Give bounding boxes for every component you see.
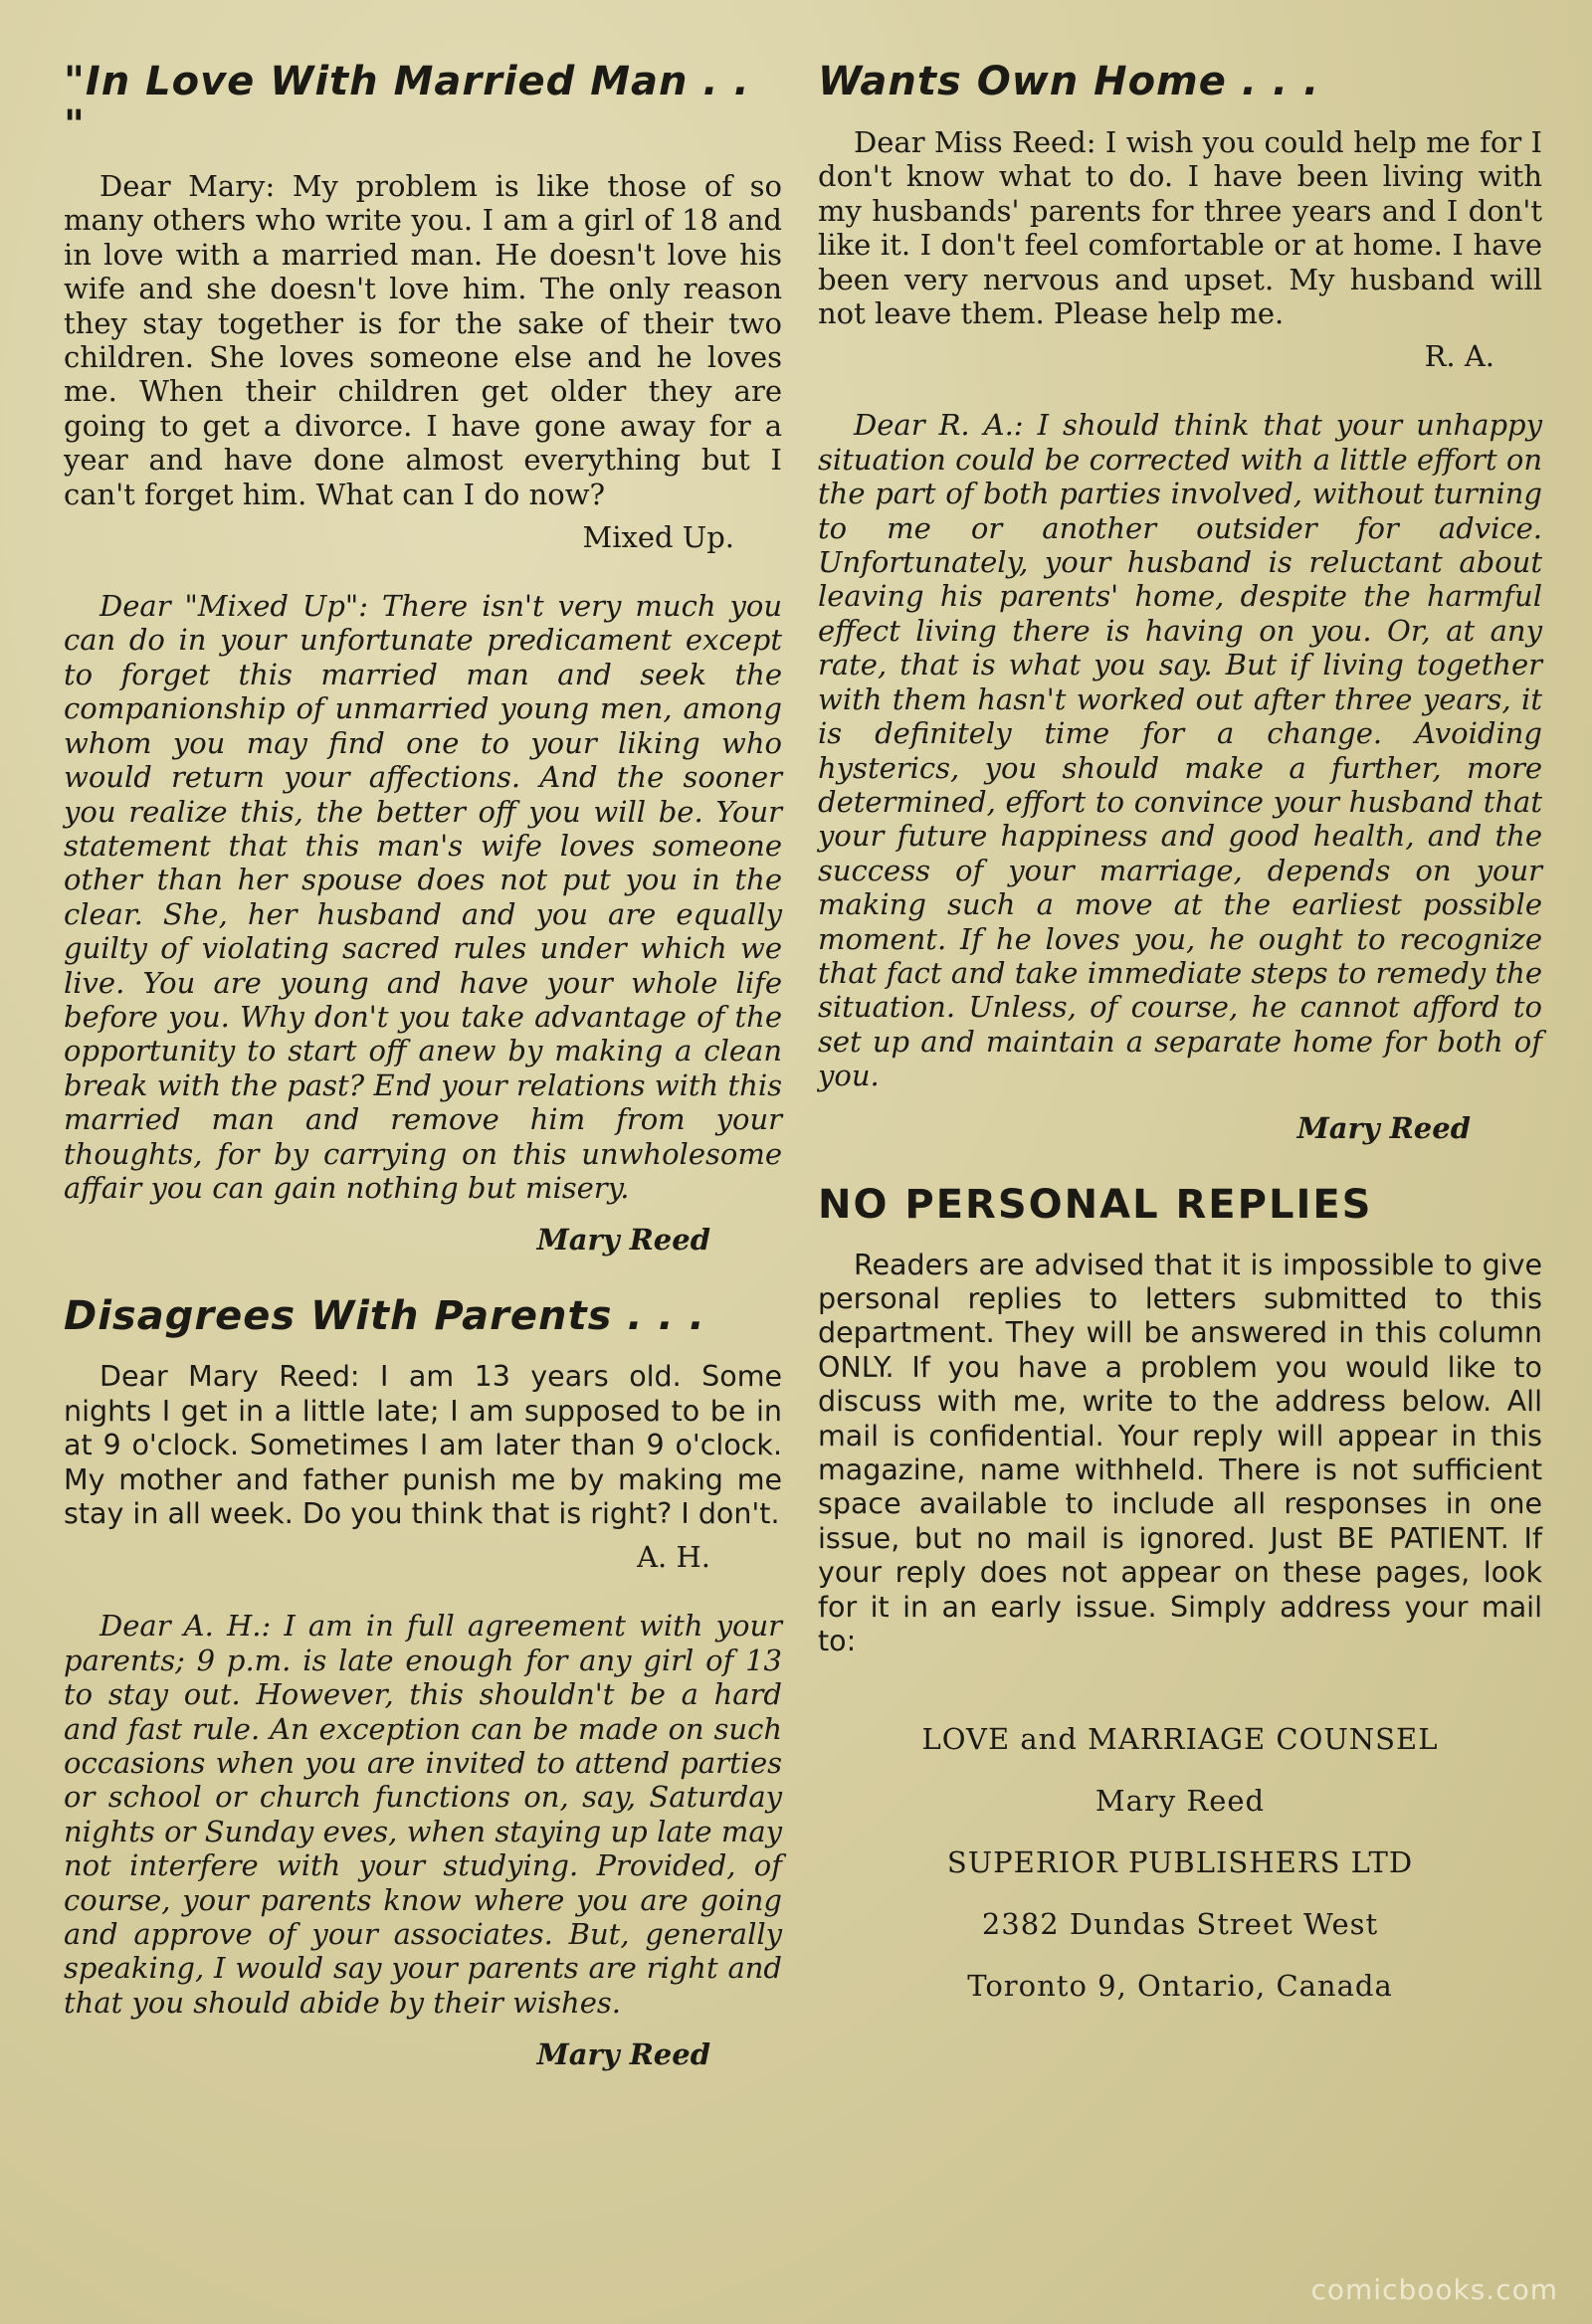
reply-signature: Mary Reed [536,1223,710,1258]
address-line-street: 2382 Dundas Street West [981,1907,1379,1942]
reader-signature: Mixed Up. [582,520,734,555]
notice-headline: NO PERSONAL REPLIES [818,1181,1373,1228]
advice-reply: Dear A. H.: I am in full agreement with your parents; 9 p.m. is late enough for any girl of 13 to stay out. However, this shouldn't be a hard and fast rule. An exception can be made on such occasions when you are invited to attend parties or school or church functions on, say, Saturday nights or Sunday eves, when staying up late may not interfere with your studying. Provided, of course, your parents know where you are going and approve of your associates. But, generally speaking, I would say your parents are right and that you should abide by their wishes. [64,1609,782,2020]
notice-body: Readers are advised that it is impossible to give personal replies to letters submitted to this department. They will be answered in this column ONLY. If you have a problem you would like to discuss with me, write to the address below. All mail is confidential. Your reply will appear in this magazine, name withheld. There is not sufficient space available to include all responses in one issue, but no mail is ignored. Just BE PATIENT. If your reply does not appear on these pages, look for it in an early issue. Simply address your mail to: [818,1248,1542,1658]
reader-letter: Dear Miss Reed: I wish you could help me for I don't know what to do. I have been living with my husbands' parents for three years and I don't like it. I don't feel comfortable or at home. I have been very nervous and upset. My husband will not leave them. Please help me. [818,125,1542,331]
right-column [818,60,1542,2017]
section-headline: Disagrees With Parents . . . [64,1293,705,1340]
column-section-married-man [64,60,782,1257]
reader-letter: Dear Mary Reed: I am 13 years old. Some nights I get in a little late; I am supposed to be in at 9 o'clock. Sometimes I am later than 9 o'clock. My mother and father punish me by making me stay in all week. Do you think that is right? I don't. [64,1360,782,1530]
reply-signature: Mary Reed [1296,1110,1471,1145]
reader-signature: A. H. [637,1540,710,1575]
advice-reply: Dear "Mixed Up": There isn't very much you can do in your unfortunate predicament except to forget this married man and seek the companionship of unmarried young men, among whom you may find one to your liking who would return your affections. And the sooner you realize this, the better off you will be. Your statement that this man's wife loves someone other than her spouse does not put you in the clear. She, her husband and you are equally guilty of violating sacred rules under which we live. You are young and have your whole life before you. Why don't you take advantage of the opportunity to start off anew by making a clean break with the past? End your relations with this married man and remove him from your thoughts, for by carrying on this unwholesome affair you can gain nothing but misery. [64,589,782,1205]
left-column [64,60,782,2109]
section-headline: "In Love With Married Man . . " [64,59,750,148]
watermark: comicbooks.com [1310,2273,1558,2306]
address-line-name: Mary Reed [1094,1784,1266,1819]
column-section-own-home [818,60,1542,1145]
mailing-address [818,1708,1542,2017]
notice-section [818,1183,1542,1659]
address-line-city: Toronto 9, Ontario, Canada [967,1969,1393,2004]
section-headline: Wants Own Home . . . [818,59,1320,104]
advice-reply: Dear R. A.: I should think that your unhappy situation could be corrected with a little effort on the part of both parties involved, without turning to me or another outsider for advice. Unfortunately, your husband is reluctant about leaving his parents' home, despite the harmful effect living there is having on you. Or, at any rate, that is what you say. But if living together with them hasn't worked out after three years, it is definitely time for a change. Avoiding hysterics, you should make a further, more determined, effort to convince your husband that your future happiness and good health, and the success of your marriage, depends on your making such a move at the earliest possible moment. If he loves you, he ought to recognize that fact and take immediate steps to remedy the situation. Unless, of course, he cannot afford to set up and maintain a separate home for both of you. [818,408,1542,1093]
reply-signature: Mary Reed [536,2037,710,2072]
reader-letter: Dear Mary: My problem is like those of so many others who write you. I am a girl of 18 and in love with a married man. He doesn't love his wife and she doesn't love him. The only reason they stay together is for the sake of their two children. She loves someone else and he loves me. When their children get older they are going to get a divorce. I have gone away for a year and have done almost everything but I can't forget him. What can I do now? [64,169,782,511]
column-section-parents [64,1294,782,2071]
address-line-publisher: SUPERIOR PUBLISHERS LTD [946,1845,1414,1880]
address-line-department: LOVE and MARRIAGE COUNSEL [921,1722,1439,1757]
reader-signature: R. A. [1424,339,1494,374]
